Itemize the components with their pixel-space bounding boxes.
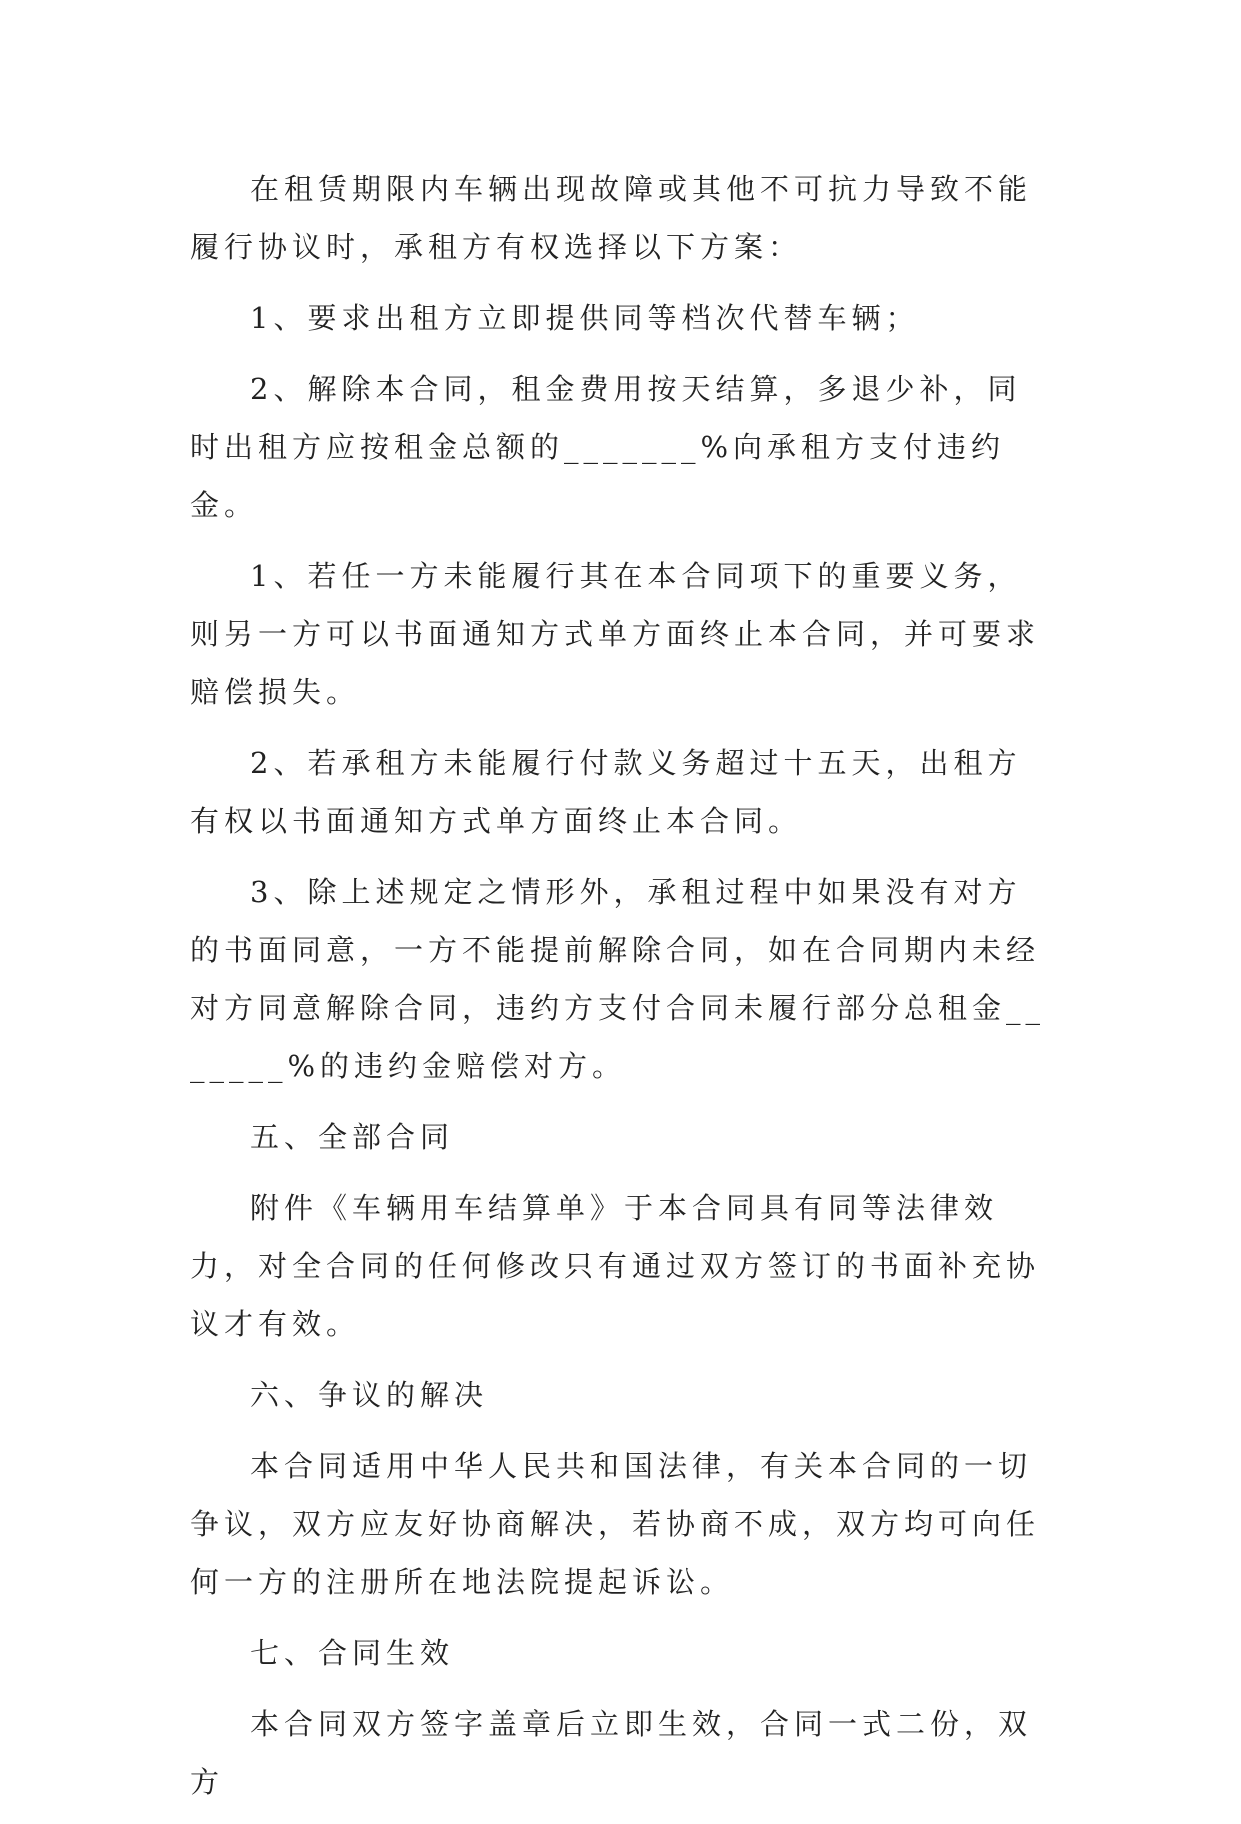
paragraph-early-termination: 3、除上述规定之情形外，承租过程中如果没有对方的书面同意，一方不能提前解除合同，如在合同期内未经对方同意解除合同，违约方支付合同未履行部分总租金_______%的违约金赔偿对方。 — [190, 875, 1046, 1083]
paragraph-option-replacement: 1、要求出租方立即提供同等档次代替车辆； — [250, 301, 920, 335]
paragraph-effective-clause: 本合同双方签字盖章后立即生效，合同一式二份，双方 — [190, 1707, 1033, 1799]
section-heading-contract-effective: 七、合同生效 — [250, 1636, 455, 1670]
paragraph-governing-law: 本合同适用中华人民共和国法律，有关本合同的一切争议，双方应友好协商解决，若协商不成，双方均可向任何一方的注册所在地法院提起诉讼。 — [190, 1449, 1041, 1599]
section-heading-dispute-resolution: 六、争议的解决 — [250, 1378, 489, 1412]
paragraph-option-terminate: 2、解除本合同，租金费用按天结算，多退少补，同时出租方应按租金总额的_______%向承租方支付违约金。 — [190, 372, 1022, 522]
paragraph-fault-options-intro: 在租赁期限内车辆出现故障或其他不可抗力导致不能履行协议时，承租方有权选择以下方案： — [190, 172, 1033, 264]
paragraph-payment-default: 2、若承租方未能履行付款义务超过十五天，出租方有权以书面通知方式单方面终止本合同。 — [190, 746, 1022, 838]
paragraph-breach-obligation: 1、若任一方未能履行其在本合同项下的重要义务，则另一方可以书面通知方式单方面终止本合同，并可要求赔偿损失。 — [190, 559, 1041, 709]
section-heading-entire-contract: 五、全部合同 — [250, 1120, 455, 1154]
paragraph-attachment-effect: 附件《车辆用车结算单》于本合同具有同等法律效力，对全合同的任何修改只有通过双方签订的书面补充协议才有效。 — [190, 1191, 1041, 1341]
document-body — [190, 160, 1050, 1824]
